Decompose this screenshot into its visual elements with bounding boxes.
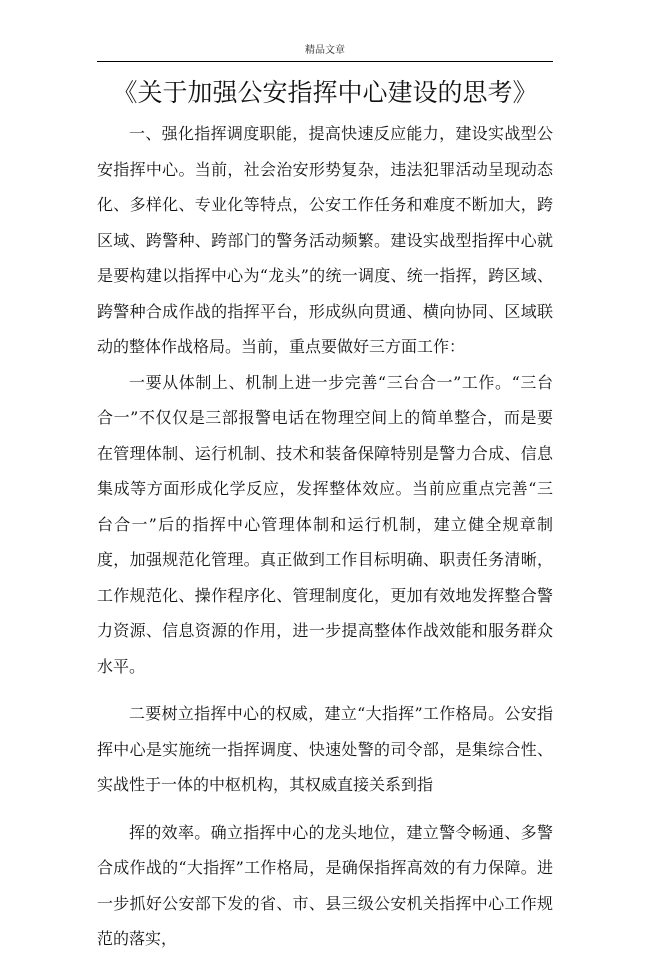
document-body	[97, 116, 553, 957]
paragraph: 挥的效率。确立指挥中心的龙头地位，建立警令畅通、多警合成作战的“大指挥”工作格局，是确保指挥高效的有力保障。进一步抓好公安部下发的省、市、县三级公安机关指挥中心工作规范的落实，	[97, 822, 553, 948]
paragraph: 一、强化指挥调度职能，提高快速反应能力，建设实战型公安指挥中心。当前，社会治安形势复杂，违法犯罪活动呈现动态化、多样化、专业化等特点，公安工作任务和难度不断加大，跨区域、跨警种、跨部门的警务活动频繁。建设实战型指挥中心就是要构建以指挥中心为“龙头”的统一调度、统一指挥，跨区域、跨警种合成作战的指挥平台，形成纵向贯通、横向协同、区域联动的整体作战格局。当前，重点要做好三方面工作：	[97, 124, 553, 356]
paragraph: 一要从体制上、机制上进一步完善“三台合一”工作。“三台合一”不仅仅是三部报警电话在物理空间上的简单整合，而是要在管理体制、运行机制、技术和装备保障特别是警力合成、信息集成等方面形成化学反应，发挥整体效应。当前应重点完善“三台合一”后的指挥中心管理体制和运行机制，建立健全规章制度，加强规范化管理。真正做到工作目标明确、职责任务清晰，工作规范化、操作程序化、管理制度化，更加有效地发挥整合警力资源、信息资源的作用，进一步提高整体作战效能和服务群众水平。	[97, 372, 553, 676]
page-header: 精品文章	[305, 45, 345, 56]
document-title: 《关于加强公安指挥中心建设的思考》	[112, 78, 538, 107]
header-divider	[97, 61, 553, 62]
paragraph: 二要树立指挥中心的权威，建立“大指挥”工作格局。公安指挥中心是实施统一指挥调度、快速处警的司令部，是集综合性、实战性于一体的中枢机构，其权威直接关系到指	[97, 704, 553, 794]
